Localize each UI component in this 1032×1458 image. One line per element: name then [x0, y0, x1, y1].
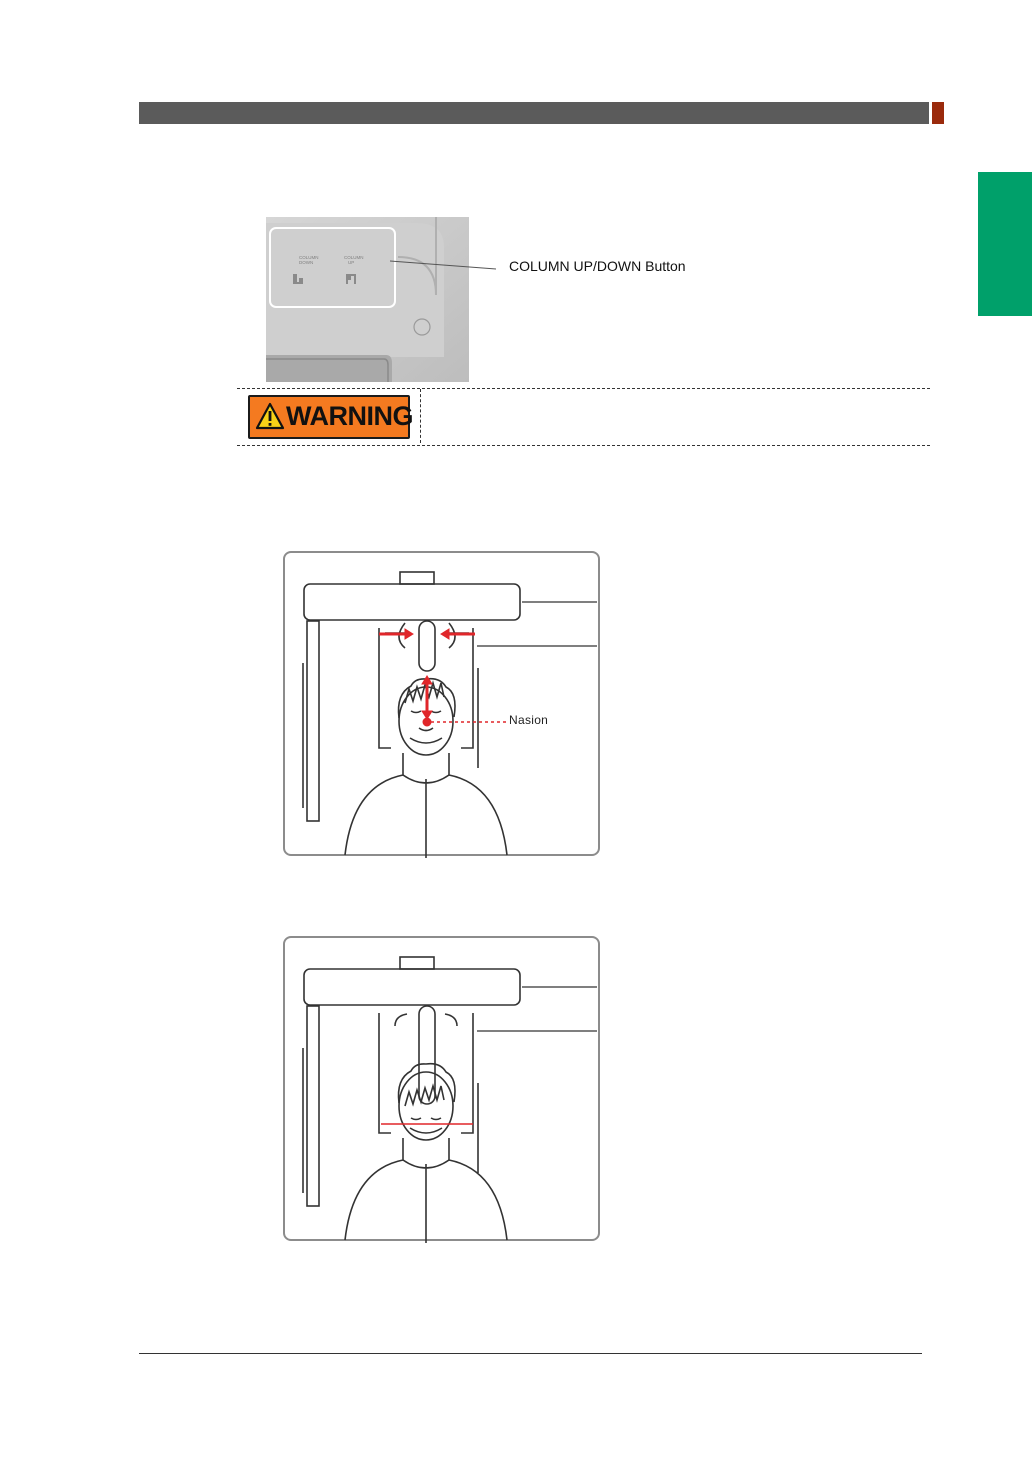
column-up-label: COLUMN [344, 255, 364, 260]
nasion-label: Nasion [509, 713, 549, 727]
warning-sign-text: WARNING [286, 401, 413, 431]
svg-text:DOWN: DOWN [299, 260, 314, 265]
footer-rule [139, 1353, 922, 1354]
warning-divider [420, 389, 421, 443]
svg-text:UP: UP [348, 260, 355, 265]
figure-headrest-positioned [283, 936, 600, 1241]
header-bar [139, 102, 929, 124]
control-panel-photo [266, 217, 469, 382]
callout-leader-line [390, 255, 510, 275]
header-accent [932, 102, 944, 124]
warning-triangle-icon [255, 401, 285, 431]
callout-label: COLUMN UP/DOWN Button [509, 258, 686, 274]
column-down-label: COLUMN [299, 255, 319, 260]
chapter-side-tab [978, 172, 1032, 316]
figure-nasion-alignment [283, 551, 600, 856]
